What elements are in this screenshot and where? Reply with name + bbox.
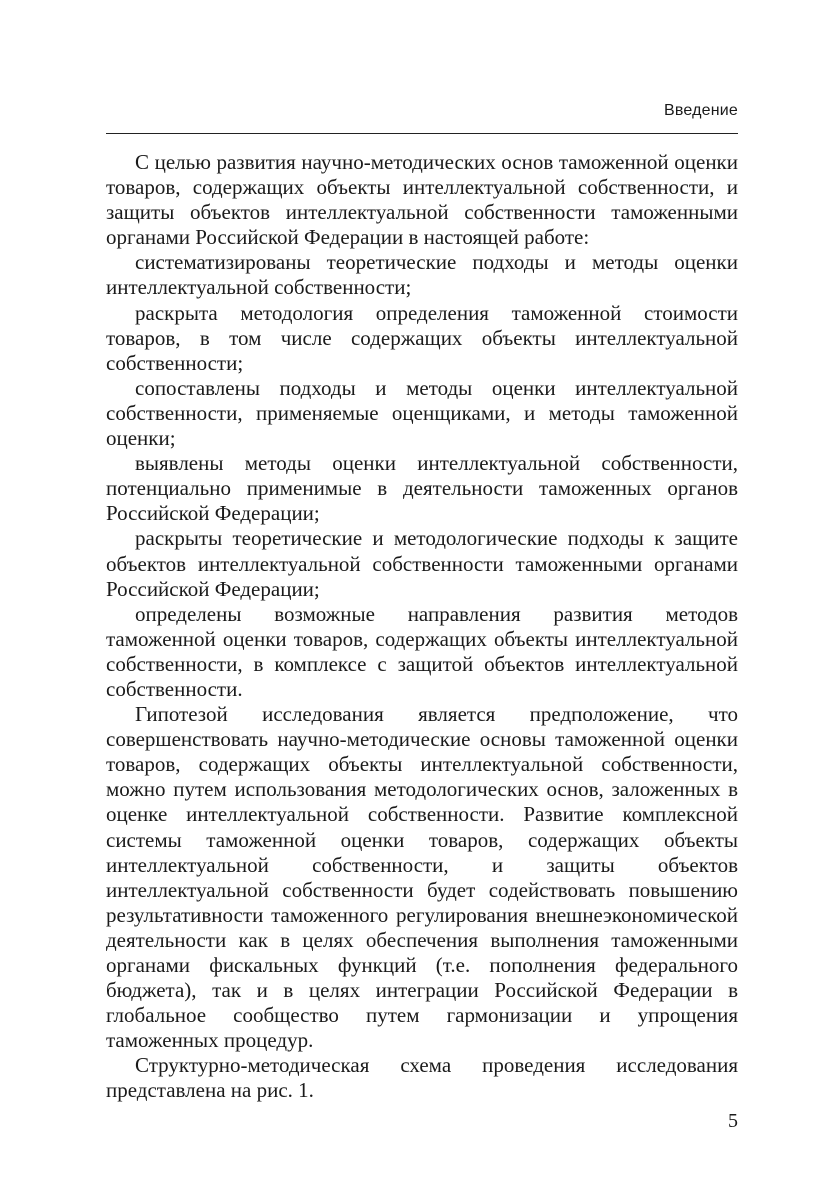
paragraph-figure-reference: Структурно-методическая схема проведения исследования представлена на рис. 1. (106, 1053, 738, 1103)
paragraph-intro: С целью развития научно-методических основ таможенной оценки товаров, содержащих объекты интеллектуальной собственности, и защиты объектов интеллектуальной собственности таможенными органами Российской Федерации в настоящей работе: (106, 150, 738, 250)
list-item: сопоставлены подходы и методы оценки интеллектуальной собственности, применяемые оценщиками, и методы таможенной оценки; (106, 375, 738, 451)
list-item: выявлены методы оценки интеллектуальной собственности, потенциально применимые в деятельности таможенных органов Российской Федерации; (106, 451, 738, 526)
list-item: раскрыта методология определения таможенной стоимости товаров, в том числе содержащих объекты интеллектуальной собственности; (106, 300, 738, 375)
page-number: 5 (728, 1110, 738, 1132)
list-item: раскрыты теоретические и методологические подходы к защите объектов интеллектуальной собственности таможенными органами Российской Федерации; (106, 526, 738, 601)
list-item: определены возможные направления развития методов таможенной оценки товаров, содержащих объекты интеллектуальной собственности, в комплексе с защитой объектов интеллектуальной собственности. (106, 601, 738, 701)
body-text (106, 150, 738, 1104)
running-title: Введение (663, 102, 738, 119)
paragraph-hypothesis: Гипотезой исследования является предположение, что совершенствовать научно-методические основы таможенной оценки товаров, содержащих объекты интеллектуальной собственности, можно путем использования методологических основ, заложенных в оценке интеллектуальной собственности. Развитие комплексной системы таможенной оценки товаров, содержащих объекты интеллектуальной собственности, и защиты объектов интеллектуальной собственности будет содействовать повышению результативности таможенного регулирования внешнеэкономической деятельности как в целях обеспечения выполнения таможенными органами фискальных функций (т.е. пополнения федерального бюджета), так и в целях интеграции Российской Федерации в глобальное сообщество путем гармонизации и упрощения таможенных процедур. (106, 702, 738, 1053)
header-rule (106, 133, 738, 134)
list-item: систематизированы теоретические подходы и методы оценки интеллектуальной собственности; (106, 250, 738, 300)
